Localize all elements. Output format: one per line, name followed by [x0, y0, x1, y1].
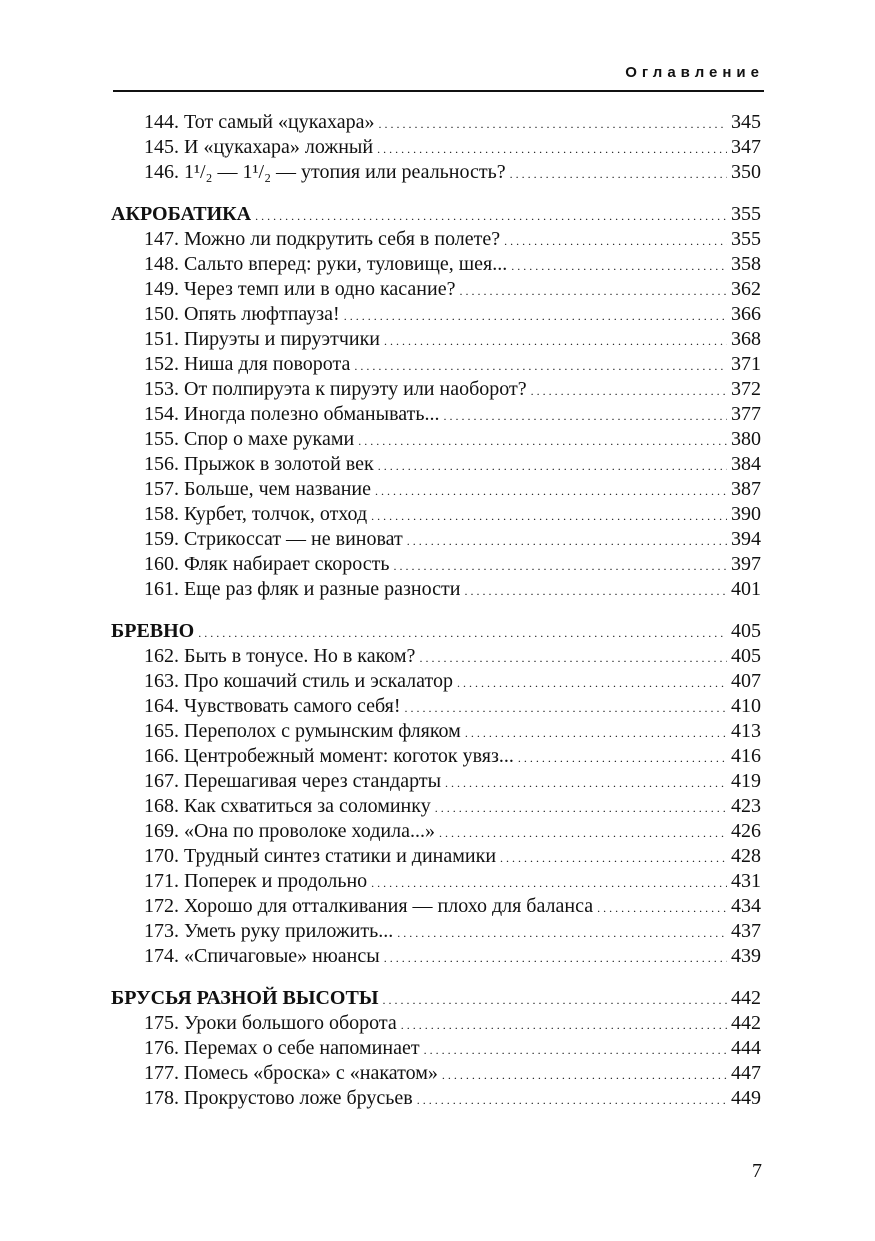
entry-title: 152. Ниша для поворота — [144, 353, 351, 375]
entry-page-number: 350 — [731, 161, 761, 183]
dot-leader — [464, 577, 727, 604]
entry-title: 164. Чувствовать самого себя! — [144, 695, 401, 717]
toc-section-heading[interactable] — [111, 619, 761, 644]
entry-page-number: 447 — [731, 1062, 761, 1084]
entry-title: 178. Прокрустово ложе брусьев — [144, 1087, 413, 1109]
entry-title: 170. Трудный синтез статики и динамики — [144, 845, 497, 867]
toc-entry[interactable] — [111, 944, 761, 969]
dot-leader — [375, 477, 727, 504]
entry-page-number: 377 — [731, 403, 761, 425]
running-header-title: Оглавление — [625, 64, 764, 81]
dot-leader — [419, 644, 727, 671]
entry-page-number: 428 — [731, 845, 761, 867]
dot-leader — [377, 135, 727, 162]
dot-leader — [424, 1036, 727, 1063]
entry-title: 156. Прыжок в золотой век — [144, 453, 374, 475]
toc-entry[interactable] — [111, 227, 761, 252]
entry-title: 154. Иногда полезно обманывать... — [144, 403, 440, 425]
dot-leader — [459, 277, 727, 304]
running-header — [113, 58, 764, 92]
toc-entry[interactable] — [111, 427, 761, 452]
entry-page-number: 358 — [731, 253, 761, 275]
toc-entry[interactable] — [111, 352, 761, 377]
entry-page-number: 394 — [731, 528, 761, 550]
toc-entry[interactable] — [111, 894, 761, 919]
toc-entry[interactable] — [111, 502, 761, 527]
toc-section-heading[interactable] — [111, 202, 761, 227]
entry-title: 167. Перешагивая через стандарты — [144, 770, 442, 792]
entry-page-number: 437 — [731, 920, 761, 942]
entry-title: 155. Спор о махе руками — [144, 428, 355, 450]
entry-title: 153. От полпируэта к пируэту или наоборот? — [144, 378, 527, 400]
entry-title: 175. Уроки большого оборота — [144, 1012, 397, 1034]
dot-leader — [397, 919, 727, 946]
entry-title: 177. Помесь «броска» с «накатом» — [144, 1062, 438, 1084]
entry-page-number: 347 — [731, 136, 761, 158]
toc-entry[interactable] — [111, 552, 761, 577]
entry-page-number: 345 — [731, 111, 761, 133]
toc-section-heading[interactable] — [111, 986, 761, 1011]
entry-page-number: 405 — [731, 645, 761, 667]
dot-leader — [401, 1011, 727, 1038]
section-title: АКРОБАТИКА — [111, 203, 252, 225]
dot-leader — [439, 819, 727, 846]
toc-entry[interactable] — [111, 135, 761, 160]
section-title: БРЕВНО — [111, 620, 195, 642]
dot-leader — [371, 869, 727, 896]
dot-leader — [457, 669, 727, 696]
dot-leader — [510, 160, 727, 187]
entry-page-number: 423 — [731, 795, 761, 817]
entry-page-number: 380 — [731, 428, 761, 450]
entry-page-number: 368 — [731, 328, 761, 350]
dot-leader — [417, 1086, 727, 1113]
dot-leader — [500, 844, 727, 871]
dot-leader — [378, 452, 727, 479]
entry-page-number: 407 — [731, 670, 761, 692]
entry-page-number: 410 — [731, 695, 761, 717]
entry-title: 149. Через темп или в одно касание? — [144, 278, 456, 300]
entry-page-number: 371 — [731, 353, 761, 375]
toc-entry[interactable] — [111, 327, 761, 352]
toc-entry[interactable] — [111, 694, 761, 719]
toc-entry[interactable] — [111, 477, 761, 502]
entry-title: 147. Можно ли подкрутить себя в полете? — [144, 228, 501, 250]
entry-page-number: 426 — [731, 820, 761, 842]
entry-title: 173. Уметь руку приложить... — [144, 920, 394, 942]
entry-page-number: 439 — [731, 945, 761, 967]
toc-entry[interactable] — [111, 844, 761, 869]
toc-entry[interactable] — [111, 110, 761, 135]
toc-entry[interactable] — [111, 869, 761, 894]
dot-leader — [511, 252, 727, 279]
dot-leader — [407, 527, 727, 554]
entry-page-number: 431 — [731, 870, 761, 892]
toc-entry[interactable] — [111, 277, 761, 302]
toc-entry[interactable] — [111, 1061, 761, 1086]
page-number: 7 — [752, 1160, 762, 1182]
toc-entry[interactable] — [111, 377, 761, 402]
dot-leader — [435, 794, 727, 821]
entry-title: 144. Тот самый «цукахара» — [144, 111, 375, 133]
dot-leader — [443, 402, 727, 429]
dot-leader — [378, 110, 727, 137]
toc-entry[interactable] — [111, 719, 761, 744]
toc-entry[interactable] — [111, 402, 761, 427]
dot-leader — [518, 744, 727, 771]
entry-title: 150. Опять люфтпауза! — [144, 303, 340, 325]
entry-page-number: 355 — [731, 203, 761, 225]
entry-page-number: 444 — [731, 1037, 761, 1059]
toc-entry[interactable] — [111, 577, 761, 602]
entry-title: 174. «Спичаговые» нюансы — [144, 945, 380, 967]
entry-page-number: 362 — [731, 278, 761, 300]
entry-page-number: 366 — [731, 303, 761, 325]
section-spacer — [111, 602, 761, 619]
dot-leader — [504, 227, 727, 254]
entry-title: 159. Стрикоссат — не виноват — [144, 528, 403, 550]
entry-page-number: 387 — [731, 478, 761, 500]
entry-page-number: 416 — [731, 745, 761, 767]
dot-leader — [445, 769, 727, 796]
toc-entry[interactable] — [111, 919, 761, 944]
toc-entry[interactable] — [111, 452, 761, 477]
entry-page-number: 390 — [731, 503, 761, 525]
dot-leader — [358, 427, 727, 454]
dot-leader — [405, 694, 727, 721]
dot-leader — [393, 552, 727, 579]
entry-title: 157. Больше, чем название — [144, 478, 372, 500]
entry-title: 172. Хорошо для отталкивания — плохо для баланса — [144, 895, 594, 917]
entry-page-number: 372 — [731, 378, 761, 400]
entry-page-number: 449 — [731, 1087, 761, 1109]
entry-title: 169. «Она по проволоке ходила...» — [144, 820, 435, 842]
dot-leader — [371, 502, 727, 529]
entry-title: 162. Быть в тонусе. Но в каком? — [144, 645, 416, 667]
entry-title: 171. Поперек и продольно — [144, 870, 368, 892]
toc-entry[interactable] — [111, 644, 761, 669]
toc-entry[interactable] — [111, 669, 761, 694]
dot-leader — [198, 619, 727, 646]
dot-leader — [384, 327, 727, 354]
entry-title: 160. Фляк набирает скорость — [144, 553, 390, 575]
entry-title: 145. И «цукахара» ложный — [144, 136, 374, 158]
section-title: БРУСЬЯ РАЗНОЙ ВЫСОТЫ — [111, 987, 379, 1009]
dot-leader — [465, 719, 727, 746]
toc-entry[interactable] — [111, 744, 761, 769]
entry-page-number: 419 — [731, 770, 761, 792]
toc-entry[interactable] — [111, 252, 761, 277]
entry-title: 165. Переполох с румынским фляком — [144, 720, 461, 742]
entry-page-number: 442 — [731, 987, 761, 1009]
dot-leader — [255, 202, 727, 229]
section-spacer — [111, 969, 761, 986]
entry-title: 166. Центробежный момент: коготок увяз... — [144, 745, 514, 767]
toc-entry[interactable] — [111, 1011, 761, 1036]
entry-page-number: 355 — [731, 228, 761, 250]
entry-title: 146. 1¹/₂ — 1¹/₂ — утопия или реальность? — [144, 161, 506, 183]
dot-leader — [597, 894, 727, 921]
toc-entry[interactable] — [111, 302, 761, 327]
toc-entry[interactable] — [111, 819, 761, 844]
dot-leader — [442, 1061, 727, 1088]
entry-title: 148. Сальто вперед: руки, туловище, шея... — [144, 253, 508, 275]
entry-page-number: 397 — [731, 553, 761, 575]
entry-title: 158. Курбет, толчок, отход — [144, 503, 368, 525]
toc-entry[interactable] — [111, 769, 761, 794]
entry-title: 163. Про кошачий стиль и эскалатор — [144, 670, 453, 692]
entry-page-number: 434 — [731, 895, 761, 917]
dot-leader — [384, 944, 727, 971]
section-spacer — [111, 185, 761, 202]
toc-entry[interactable] — [111, 160, 761, 185]
dot-leader — [382, 986, 727, 1013]
entry-page-number: 442 — [731, 1012, 761, 1034]
entry-title: 176. Перемах о себе напоминает — [144, 1037, 420, 1059]
entry-page-number: 384 — [731, 453, 761, 475]
toc-entry[interactable] — [111, 1036, 761, 1061]
entry-page-number: 401 — [731, 578, 761, 600]
entry-title: 168. Как схватиться за соломинку — [144, 795, 431, 817]
table-of-contents — [111, 110, 761, 1111]
dot-leader — [354, 352, 727, 379]
dot-leader — [344, 302, 727, 329]
entry-page-number: 413 — [731, 720, 761, 742]
dot-leader — [531, 377, 727, 404]
toc-entry[interactable] — [111, 1086, 761, 1111]
toc-entry[interactable] — [111, 527, 761, 552]
entry-title: 161. Еще раз фляк и разные разности — [144, 578, 461, 600]
entry-page-number: 405 — [731, 620, 761, 642]
toc-entry[interactable] — [111, 794, 761, 819]
entry-title: 151. Пируэты и пируэтчики — [144, 328, 380, 350]
